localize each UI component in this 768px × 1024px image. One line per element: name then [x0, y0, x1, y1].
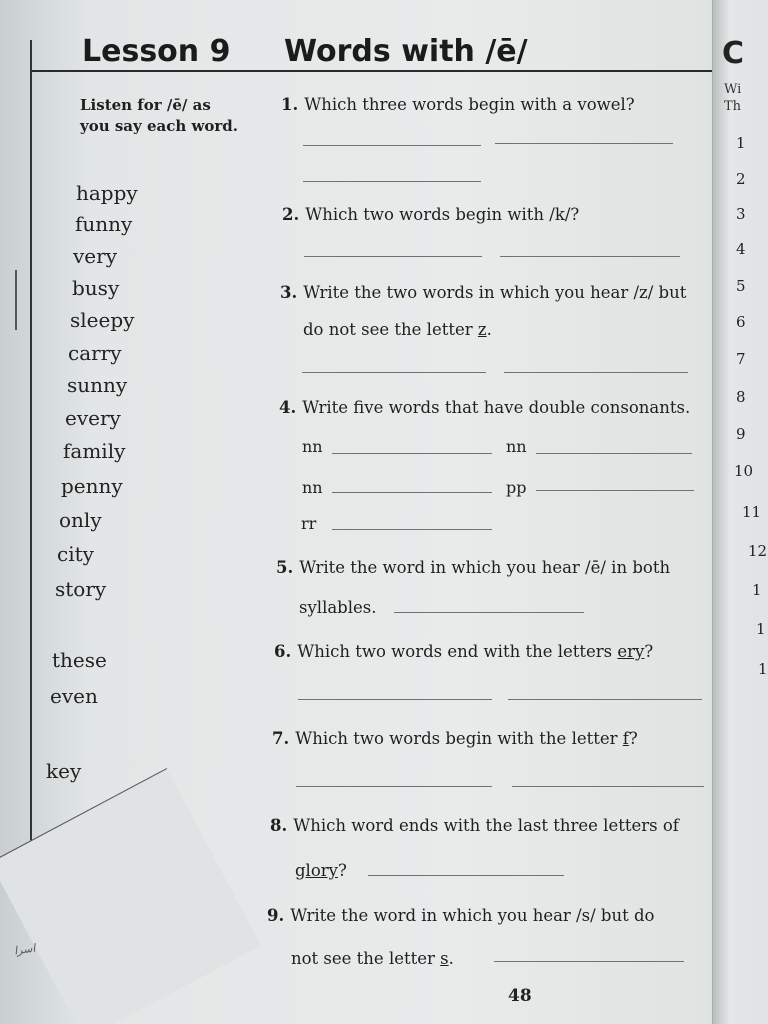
adjacent-page-number: 7	[736, 350, 746, 368]
lesson-title: Words with /ē/	[284, 34, 528, 69]
answer-blank[interactable]	[332, 529, 492, 530]
spelling-word: funny	[75, 212, 133, 236]
question-9	[267, 906, 654, 925]
letter-prefix: rr	[301, 514, 317, 533]
question-text: Which three words begin with a vowel?	[304, 95, 635, 114]
question-number: 5.	[276, 558, 294, 577]
adjacent-page-number: 1	[752, 581, 762, 599]
question-1	[281, 95, 635, 114]
question-number: 2.	[282, 205, 300, 224]
adjacent-page-number: 8	[736, 388, 746, 406]
adjacent-page-number: 2	[736, 170, 746, 188]
answer-blank[interactable]	[500, 256, 680, 257]
answer-blank[interactable]	[508, 699, 702, 700]
spelling-word: city	[57, 542, 94, 566]
question-text: ?	[644, 642, 654, 661]
adjacent-page-number: 4	[736, 240, 746, 258]
underlined-letters: ery	[617, 642, 645, 661]
letter-prefix: nn	[506, 437, 527, 456]
answer-blank[interactable]	[494, 961, 684, 962]
adjacent-page-number: 1	[736, 134, 746, 152]
adjacent-page-number: 11	[742, 503, 762, 521]
question-text: ?	[337, 861, 347, 880]
adjacent-page-number: 1	[758, 660, 768, 678]
letter-prefix: pp	[506, 478, 527, 497]
spelling-word: sunny	[67, 373, 128, 397]
question-number: 9.	[267, 906, 285, 925]
question-6	[274, 642, 653, 661]
question-text: syllables.	[299, 598, 377, 617]
header-rule	[32, 70, 712, 72]
spelling-word: busy	[72, 276, 120, 300]
adjacent-page-number: 5	[736, 277, 746, 295]
adjacent-page-heading: C	[722, 36, 745, 71]
folded-paper-corner	[0, 768, 261, 1024]
extra-word: these	[52, 648, 107, 672]
adjacent-page-subtext: Th	[724, 99, 742, 114]
question-4	[279, 398, 690, 417]
underlined-letter: z	[477, 320, 487, 339]
question-text: not see the letter	[291, 949, 441, 968]
answer-blank[interactable]	[504, 372, 688, 373]
handwritten-scribble: اسرا	[13, 941, 37, 958]
question-5-continued	[299, 598, 377, 617]
letter-prefix: nn	[302, 478, 323, 497]
answer-blank[interactable]	[536, 490, 694, 491]
spelling-word: happy	[76, 181, 138, 205]
question-text: ?	[628, 729, 638, 748]
spelling-word: carry	[68, 341, 122, 365]
question-number: 1.	[281, 95, 299, 114]
answer-blank[interactable]	[298, 699, 492, 700]
question-number: 3.	[280, 283, 298, 302]
question-text: Which two words begin with the letter	[295, 729, 623, 748]
question-text: Which two words begin with /k/?	[305, 205, 580, 224]
question-number: 7.	[272, 729, 290, 748]
adjacent-page-number: 3	[736, 205, 746, 223]
question-text: Write five words that have double consonants.	[302, 398, 691, 417]
letter-prefix: nn	[302, 437, 323, 456]
adjacent-page-subtext: Wi	[724, 82, 742, 97]
margin-rule-short	[15, 270, 17, 330]
underlined-word: glory	[295, 861, 338, 880]
question-text: .	[448, 949, 454, 968]
question-text: Write the word in which you hear /ē/ in both	[299, 558, 671, 577]
answer-blank[interactable]	[512, 786, 704, 787]
answer-blank[interactable]	[332, 453, 492, 454]
question-8-continued	[295, 861, 347, 880]
spelling-word: very	[73, 244, 117, 268]
spelling-word: sleepy	[70, 308, 135, 332]
answer-blank[interactable]	[536, 453, 692, 454]
answer-blank[interactable]	[495, 143, 673, 144]
answer-blank[interactable]	[296, 786, 492, 787]
underlined-letter: s	[440, 949, 449, 968]
question-8	[270, 816, 679, 835]
question-9-continued	[291, 949, 454, 968]
adjacent-page-number: 9	[736, 425, 746, 443]
challenge-word: key	[46, 759, 82, 783]
answer-blank[interactable]	[368, 875, 564, 876]
adjacent-page-number: 6	[736, 313, 746, 331]
lesson-number: Lesson 9	[82, 34, 231, 69]
spelling-word: penny	[61, 474, 123, 498]
spelling-word: every	[65, 406, 121, 430]
extra-word: even	[50, 684, 98, 708]
spelling-word: family	[63, 439, 126, 463]
question-text: Write the two words in which you hear /z/ but	[303, 283, 687, 302]
question-text: do not see the letter	[303, 320, 478, 339]
answer-blank[interactable]	[303, 181, 481, 182]
question-3	[280, 283, 686, 302]
question-3-continued	[303, 320, 492, 339]
question-text: Which two words end with the letters	[297, 642, 618, 661]
question-7	[272, 729, 638, 748]
answer-blank[interactable]	[394, 612, 584, 613]
page-number: 48	[508, 986, 532, 1006]
adjacent-page-number: 10	[734, 462, 754, 480]
question-number: 4.	[279, 398, 297, 417]
adjacent-page-number: 1	[756, 620, 766, 638]
question-5	[276, 558, 670, 577]
question-number: 6.	[274, 642, 292, 661]
underlined-letter: f	[622, 729, 629, 748]
spelling-word: story	[55, 577, 107, 601]
question-2	[282, 205, 579, 224]
question-text: Which word ends with the last three letters of	[293, 816, 679, 835]
margin-rule	[30, 40, 32, 890]
question-text: Write the word in which you hear /s/ but do	[290, 906, 655, 925]
question-text: .	[486, 320, 492, 339]
listen-instruction: Listen for /ē/ as you say each word.	[80, 96, 239, 135]
spelling-word: only	[59, 508, 102, 532]
answer-blank[interactable]	[302, 372, 486, 373]
answer-blank[interactable]	[304, 256, 482, 257]
question-number: 8.	[270, 816, 288, 835]
adjacent-page-number: 12	[748, 542, 768, 560]
answer-blank[interactable]	[332, 492, 492, 493]
answer-blank[interactable]	[303, 145, 481, 146]
